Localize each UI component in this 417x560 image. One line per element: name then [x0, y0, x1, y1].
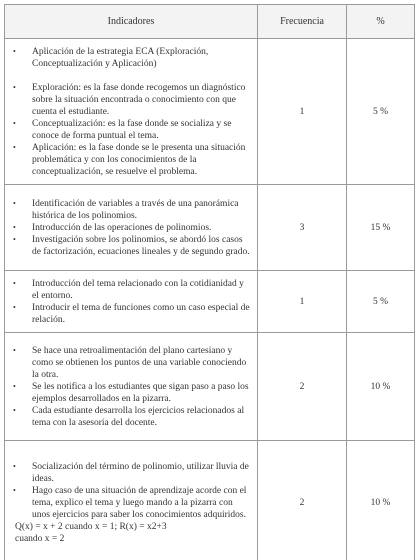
- header-indicators: Indicadores: [5, 5, 258, 39]
- list-item: [11, 302, 251, 326]
- indicators-cell: [5, 185, 258, 271]
- item-text: Hago caso de una situación de aprendizaje acorde con el tema, explico el tema y luego mando a la pizarra con unos ejercicios para saber los conocimientos adquiridos.: [32, 486, 247, 520]
- percent-cell: 15 %: [347, 185, 415, 271]
- list-item: [11, 198, 251, 222]
- bullet-icon: •: [13, 142, 16, 152]
- item-text: Cada estudiante desarrolla los ejercicios relacionados al tema con la asesoría del docente.: [32, 405, 245, 428]
- item-text: Introducir el tema de funciones como un caso especial de relación.: [32, 302, 250, 325]
- table-row: [5, 271, 415, 333]
- bullet-icon: •: [13, 118, 16, 128]
- item-text: Introducción del tema relacionado con la cotidianidad y el entorno.: [32, 278, 244, 301]
- item-text: Exploración: es la fase donde recogemos un diagnóstico sobre la situación encontrada o conocimiento con que cuenta el estudiante.: [32, 82, 246, 117]
- bullet-icon: •: [13, 405, 16, 415]
- item-text: Se hace una retroalimentación del plano cartesiano y como se obtienen los puntos de una variable conociendo la otra.: [32, 345, 247, 380]
- list-item: [11, 234, 251, 258]
- bullet-icon: •: [13, 381, 16, 391]
- frequency-cell: 2: [258, 333, 347, 441]
- indicators-cell: [5, 271, 258, 333]
- item-text: Investigación sobre los polinomios, se abordó los casos de factorización, ecuaciones lineales y de segundo grado.: [32, 234, 250, 257]
- frequency-cell: 1: [258, 271, 347, 333]
- indicators-cell: [5, 333, 258, 441]
- percent-cell: 5 %: [347, 271, 415, 333]
- table-row: [5, 39, 415, 185]
- bullet-icon: •: [13, 278, 16, 288]
- indicators-cell: [5, 39, 258, 185]
- formula-line: Q(x) = x + 2 cuando x = 1; R(x) = x2+3: [15, 522, 167, 532]
- frequency-table: [4, 4, 415, 560]
- item-text: Aplicación: es la fase donde se le presenta una situación problemática y con los conocimientos de la conceptualización, se resuelve el problema.: [32, 142, 246, 177]
- item-text: Introducción de las operaciones de polinomios.: [32, 222, 212, 233]
- percent-cell: 5 %: [347, 39, 415, 185]
- frequency-cell: 1: [258, 39, 347, 185]
- table-row: [5, 441, 415, 560]
- bullet-icon: •: [13, 345, 16, 355]
- bullet-icon: •: [13, 222, 16, 232]
- bullet-icon: •: [13, 302, 16, 312]
- list-item: [11, 345, 251, 381]
- list-item: [11, 46, 251, 70]
- list-item: [11, 381, 251, 405]
- item-text: Conceptualización: es la fase donde se socializa y se conoce de forma puntual el tema.: [32, 118, 232, 141]
- item-text: Socialización del término de polinomio, utilizar lluvia de ideas.: [32, 462, 249, 484]
- list-item: [11, 461, 251, 485]
- list-item: [11, 142, 251, 178]
- list-item: [11, 405, 251, 429]
- item-text: Aplicación de la estrategia ECA (Exploración, Conceptualización y Aplicación): [32, 46, 209, 69]
- bullet-icon: •: [13, 46, 16, 56]
- bullet-icon: •: [13, 462, 16, 471]
- header-frequency: Frecuencia: [258, 5, 347, 39]
- header-percent: %: [347, 5, 415, 39]
- list-item: [11, 485, 251, 521]
- indicators-cell: [5, 441, 258, 560]
- list-item: [11, 222, 251, 234]
- frequency-cell: 2: [258, 441, 347, 560]
- header-row: [5, 5, 415, 39]
- table-row: [5, 333, 415, 441]
- table-row: [5, 185, 415, 271]
- list-item: [11, 278, 251, 302]
- bullet-icon: •: [13, 486, 16, 495]
- percent-cell: 10 %: [347, 333, 415, 441]
- item-text: Se les notifica a los estudiantes que sigan paso a paso los ejemplos desarrollados en la pizarra.: [32, 381, 249, 404]
- percent-cell: 10 %: [347, 441, 415, 560]
- list-item: [11, 82, 251, 118]
- frequency-cell: 3: [258, 185, 347, 271]
- formula-line: cuando x = 2: [15, 534, 65, 544]
- bullet-icon: •: [13, 82, 16, 92]
- item-text: Identificación de variables a través de una panorámica histórica de los polinomios.: [32, 198, 239, 221]
- list-item: [11, 118, 251, 142]
- bullet-icon: •: [13, 198, 16, 208]
- bullet-icon: •: [13, 234, 16, 244]
